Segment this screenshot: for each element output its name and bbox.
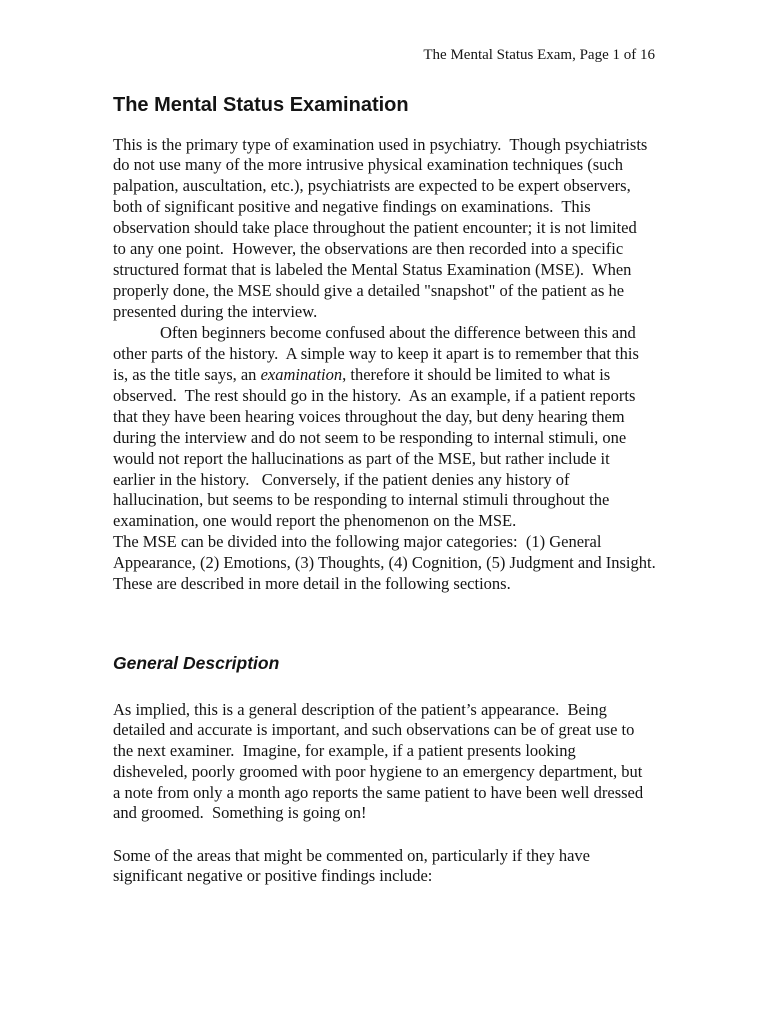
text-line: both of significant positive and negative findings on examinations. This bbox=[113, 197, 591, 217]
text-line: This is the primary type of examination used in psychiatry. Though psychiatrists bbox=[113, 134, 648, 154]
text-line: palpation, auscultation, etc.), psychiatrists are expected to be expert observers, bbox=[113, 176, 631, 196]
emphasized-word: examination bbox=[260, 364, 343, 384]
text-line: detailed and accurate is important, and such observations can be of great use to bbox=[113, 720, 635, 740]
text-line: a note from only a month ago reports the same patient to have been well dressed bbox=[113, 782, 644, 802]
section-paragraph bbox=[113, 700, 713, 825]
section-heading: General Description bbox=[113, 653, 280, 673]
text-line: the next examiner. Imagine, for example, if a patient presents looking bbox=[113, 741, 576, 761]
text-line: observed. The rest should go in the history. As an example, if a patient reports bbox=[113, 385, 636, 405]
text-line: do not use many of the more intrusive physical examination techniques (such bbox=[113, 155, 624, 175]
text-line: would not report the hallucinations as part of the MSE, but rather include it bbox=[113, 448, 610, 468]
text-line: and groomed. Something is going on! bbox=[113, 803, 367, 823]
text-line: examination, one would report the phenomenon on the MSE. bbox=[113, 511, 517, 531]
text-line: Some of the areas that might be commented on, particularly if they have bbox=[113, 845, 590, 865]
text-line: observation should take place throughout the patient encounter; it is not limited bbox=[113, 218, 637, 238]
text-line: presented during the interview. bbox=[113, 302, 318, 321]
intro-paragraph bbox=[113, 135, 713, 596]
text-line: structured format that is labeled the Mental Status Examination (MSE). When bbox=[113, 260, 632, 280]
text-line-indented: Often beginners become confused about the difference between this and bbox=[160, 322, 636, 342]
text-line: earlier in the history. Conversely, if the patient denies any history of bbox=[113, 469, 570, 489]
text-line: disheveled, poorly groomed with poor hygiene to an emergency department, but bbox=[113, 761, 643, 781]
text-segment: , therefore it should be limited to what is bbox=[342, 364, 611, 384]
text-line bbox=[113, 365, 713, 386]
text-line: Appearance, (2) Emotions, (3) Thoughts, (4) Cognition, (5) Judgment and Insight. bbox=[113, 553, 656, 573]
text-line: The MSE can be divided into the following major categories: (1) General bbox=[113, 532, 602, 552]
text-segment: is, as the title says, an bbox=[113, 364, 261, 384]
section-paragraph bbox=[113, 846, 713, 888]
text-line: properly done, the MSE should give a detailed "snapshot" of the patient as he bbox=[113, 281, 625, 301]
text-line: that they have been hearing voices throughout the day, but deny hearing them bbox=[113, 406, 625, 426]
text-line: other parts of the history. A simple way to keep it apart is to remember that this bbox=[113, 343, 639, 363]
text-line: during the interview and do not seem to be responding to internal stimuli, one bbox=[113, 427, 627, 447]
text-line: significant negative or positive findings include: bbox=[113, 866, 433, 886]
text-line: to any one point. However, the observations are then recorded into a specific bbox=[113, 239, 624, 259]
text-line: These are described in more detail in the following sections. bbox=[113, 574, 511, 594]
text-line: As implied, this is a general description of the patient’s appearance. Being bbox=[113, 699, 607, 719]
document-title: The Mental Status Examination bbox=[113, 94, 409, 116]
text-line: hallucination, but seems to be responding to internal stimuli throughout the bbox=[113, 490, 610, 510]
running-header: The Mental Status Exam, Page 1 of 16 bbox=[423, 47, 655, 63]
